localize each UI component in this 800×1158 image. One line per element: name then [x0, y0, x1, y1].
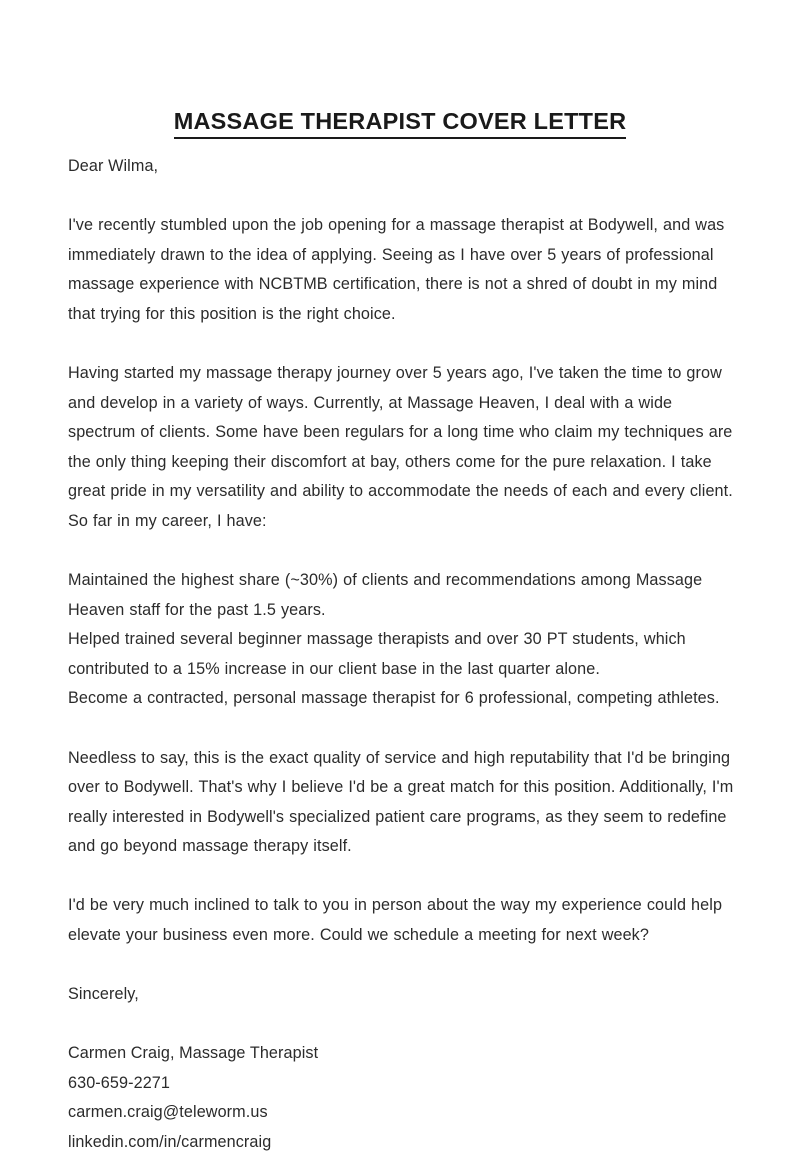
letter-body — [68, 152, 734, 1158]
contact-linkedin: linkedin.com/in/carmencraig — [68, 1132, 272, 1151]
contact-email: carmen.craig@teleworm.us — [68, 1103, 268, 1122]
signature-closing: Sincerely, — [68, 985, 139, 1004]
call-to-action-paragraph: I'd be very much inclined to talk to you in person about the way my experience could help elevate your business even more. Could we schedule a meeting for next week? — [68, 896, 723, 944]
letter-greeting: Dear Wilma, — [68, 157, 159, 175]
experience-paragraph: Having started my massage therapy journey over 5 years ago, I've taken the time to grow and develop in a variety of ways. Currently, at Massage Heaven, I deal with a wide spectrum of clients. Some have been regulars for a long time who claim my techniques are the only thing keeping their discomfort at bay, others come for the pure relaxation. I take great pride in my versatility and ability to accommodate the needs of each and every client. So far in my career, I have: — [68, 363, 733, 530]
page-title — [0, 108, 800, 135]
reputation-paragraph: Needless to say, this is the exact quality of service and high reputability that I'd be bringing over to Bodywell. That's why I believe I'd be a great match for this position. Additionally, I'm really interested in Bodywell's specialized patient care programs, as they seem to redefine and go beyond massage therapy itself. — [68, 748, 734, 856]
list-item: Helped trained several beginner massage therapists and over 30 PT students, which contributed to a 15% increase in our client base in the last quarter alone. — [68, 630, 686, 678]
page-title-text: MASSAGE THERAPIST COVER LETTER — [174, 108, 627, 139]
intro-paragraph: I've recently stumbled upon the job opening for a massage therapist at Bodywell, and was immediately drawn to the idea of applying. Seeing as I have over 5 years of professional massage experience with NCBTMB certification, there is not a shred of doubt in my mind that trying for this position is the right choice. — [68, 216, 725, 323]
contact-phone: 630-659-2271 — [68, 1073, 171, 1092]
achievements-list — [68, 566, 734, 714]
list-item: Become a contracted, personal massage therapist for 6 professional, competing athletes. — [68, 689, 720, 708]
list-item: Maintained the highest share (~30%) of clients and recommendations among Massage Heaven staff for the past 1.5 years. — [68, 571, 703, 619]
signature-block — [68, 980, 734, 1157]
signature-name: Carmen Craig, Massage Therapist — [68, 1044, 319, 1063]
